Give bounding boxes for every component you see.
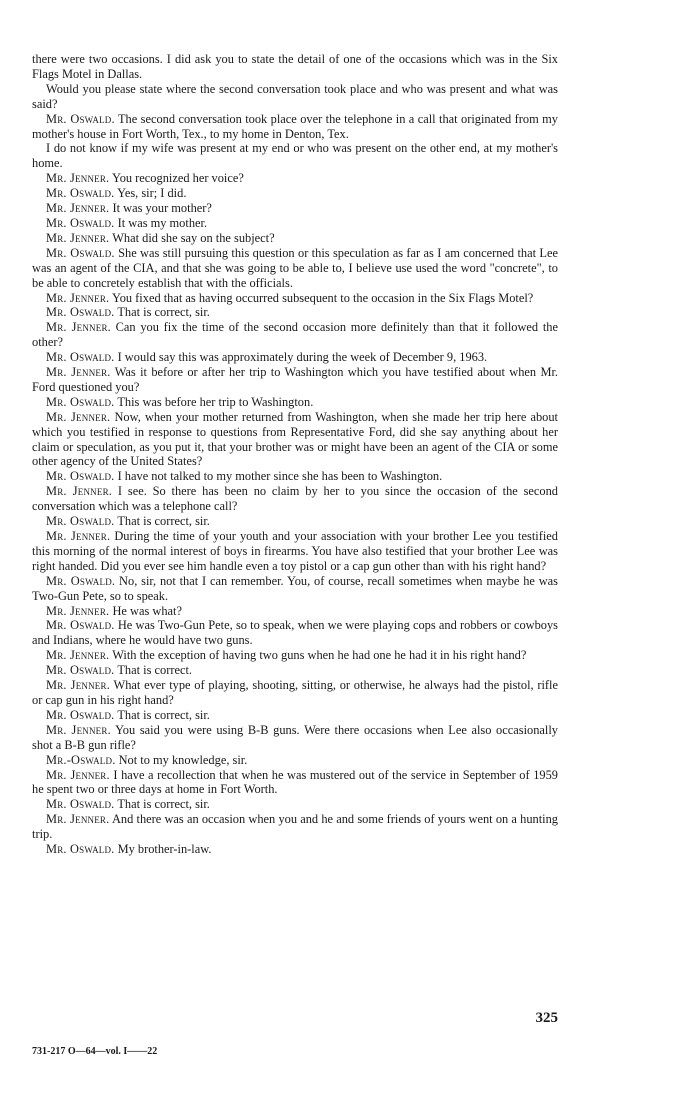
speaker-label: Mr. Oswald. (46, 469, 115, 484)
paragraph (32, 618, 558, 648)
paragraph (32, 231, 558, 246)
paragraph-text: That is correct, sir. (117, 514, 210, 529)
paragraph (32, 574, 558, 604)
speaker-label: Mr.-Oswald. (46, 752, 116, 767)
paragraph-text: You recognized her voice? (111, 171, 244, 186)
speaker-label: Mr. Oswald. (46, 618, 115, 633)
speaker-label: Mr. Jenner. (46, 230, 110, 245)
paragraph (32, 648, 558, 663)
speaker-label: Mr. Jenner. (46, 365, 111, 380)
paragraph (32, 753, 558, 768)
print-code: 731-217 O—64—vol. I——22 (32, 1046, 158, 1057)
paragraph (32, 663, 558, 678)
paragraph (32, 365, 558, 395)
speaker-label: Mr. Oswald. (46, 573, 116, 588)
speaker-label: Mr. Oswald. (46, 707, 115, 722)
paragraph (32, 514, 558, 529)
speaker-label: Mr. Oswald. (46, 350, 115, 365)
paragraph-text: And there was an occasion when you and he and some friends of yours went on a hunting trip. (32, 812, 558, 842)
paragraph (32, 842, 558, 857)
paragraph (32, 812, 558, 842)
paragraph-text: I have a recollection that when he was mustered out of the service in September of 1959 he spent two or three days at home in Fort Worth. (32, 767, 558, 797)
speaker-label: Mr. Oswald. (46, 842, 115, 857)
paragraph-text: He was what? (112, 603, 182, 618)
paragraph (32, 112, 558, 142)
paragraph (32, 797, 558, 812)
paragraph (32, 484, 558, 514)
paragraph (32, 708, 558, 723)
paragraph-text: You said you were using B-B guns. Were there occasions when Lee also occasionally shot a B-B gun rifle? (32, 722, 558, 752)
paragraph (32, 171, 558, 186)
paragraph (32, 604, 558, 619)
paragraph (32, 141, 558, 171)
paragraph (32, 410, 558, 470)
paragraph-text: That is correct, sir. (117, 707, 210, 722)
paragraph (32, 768, 558, 798)
paragraph-text: I would say this was approximately during the week of December 9, 1963. (117, 350, 488, 365)
paragraph (32, 305, 558, 320)
speaker-label: Mr. Jenner. (46, 767, 110, 782)
paragraph (32, 82, 558, 112)
paragraph-text: No, sir, not that I can remember. You, of course, recall sometimes when maybe he was Two-Gun Pete, so to speak. (32, 573, 558, 603)
paragraph-text: Can you fix the time of the second occasion more definitely than that it followed the other? (32, 320, 558, 350)
paragraph-text: That is correct, sir. (117, 797, 210, 812)
paragraph (32, 529, 558, 574)
paragraph-text: Would you please state where the second conversation took place and who was present and what was said? (32, 81, 558, 111)
paragraph-text: Was it before or after her trip to Washington which you have testified about when Mr. Ford questioned you? (32, 365, 559, 394)
paragraph-text: She was still pursuing this question or this speculation as far as I am concerned that Lee was an agent of the CIA, and that she was going to be able to, I believe use used the word "concrete", to be able to concretely establish that with the officials. (32, 245, 558, 290)
paragraph-text: I see. So there has been no claim by her to you since the occasion of the second conversation which was a telephone call? (32, 484, 558, 514)
speaker-label: Mr. Oswald. (46, 111, 115, 126)
speaker-label: Mr. Jenner. (46, 648, 110, 663)
page-number: 325 (535, 1010, 558, 1026)
paragraph-text: I have not talked to my mother since she has been to Washington. (117, 469, 443, 484)
paragraph (32, 350, 558, 365)
paragraph (32, 678, 558, 708)
paragraph-text: It was your mother? (112, 201, 212, 216)
paragraph (32, 723, 558, 753)
paragraph-text: there were two occasions. I did ask you to state the detail of one of the occasions which was in the Six Flags Motel in Dallas. (32, 52, 558, 81)
speaker-label: Mr. Oswald. (46, 514, 115, 529)
speaker-label: Mr. Jenner. (46, 722, 111, 737)
speaker-label: Mr. Jenner. (46, 320, 111, 335)
paragraph-text: Yes, sir; I did. (117, 186, 187, 201)
speaker-label: Mr. Oswald. (46, 186, 115, 201)
paragraph-text: That is correct. (117, 663, 192, 678)
speaker-label: Mr. Jenner. (46, 812, 110, 827)
speaker-label: Mr. Jenner. (46, 484, 113, 499)
paragraph (32, 52, 558, 82)
paragraph-text: It was my mother. (117, 215, 208, 230)
speaker-label: Mr. Jenner. (46, 678, 110, 693)
speaker-label: Mr. Oswald. (46, 245, 115, 260)
speaker-label: Mr. Oswald. (46, 797, 115, 812)
speaker-label: Mr. Jenner. (46, 171, 110, 186)
paragraph-text: That is correct, sir. (117, 305, 210, 320)
paragraph (32, 395, 558, 410)
paragraph-text: During the time of your youth and your association with your brother Lee you testified this morning of the normal interest of boys in firearms. You have also testified that your brother Lee was right handed. Did you ever see him handle even a toy pistol or a cap gun other than with his right hand? (32, 529, 558, 573)
paragraph (32, 186, 558, 201)
speaker-label: Mr. Jenner. (46, 409, 111, 424)
paragraph-text: Not to my knowledge, sir. (118, 752, 248, 767)
speaker-label: Mr. Jenner. (46, 290, 110, 305)
paragraph-text: What ever type of playing, shooting, sitting, or otherwise, he always had the pistol, rifle or cap gun in his right hand? (32, 678, 558, 707)
paragraph (32, 291, 558, 306)
paragraph-text: This was before her trip to Washington. (117, 394, 314, 409)
speaker-label: Mr. Oswald. (46, 394, 115, 409)
speaker-label: Mr. Jenner. (46, 201, 110, 216)
paragraph-text: I do not know if my wife was present at my end or who was present on the other end, at my mother's home. (32, 141, 558, 171)
speaker-label: Mr. Oswald. (46, 305, 115, 320)
paragraph (32, 201, 558, 216)
paragraph (32, 216, 558, 231)
paragraph-text: My brother-in-law. (117, 842, 212, 857)
speaker-label: Mr. Oswald. (46, 215, 115, 230)
paragraph-text: With the exception of having two guns when he had one he had it in his right hand? (112, 648, 527, 663)
paragraph (32, 320, 558, 350)
paragraph-text: The second conversation took place over the telephone in a call that originated from my mother's house in Fort Worth, Tex., to my home in Denton, Tex. (32, 111, 558, 141)
paragraph-text: You fixed that as having occurred subsequent to the occasion in the Six Flags Motel? (111, 290, 534, 305)
paragraph (32, 246, 558, 291)
speaker-label: Mr. Jenner. (46, 529, 111, 543)
testimony-text (32, 52, 558, 857)
speaker-label: Mr. Oswald. (46, 663, 115, 678)
speaker-label: Mr. Jenner. (46, 603, 110, 618)
paragraph-text: What did she say on the subject? (112, 230, 275, 245)
paragraph-text: He was Two-Gun Pete, so to speak, when we were playing cops and robbers or cowboys and Indians, where he would have two guns. (32, 618, 558, 648)
paragraph (32, 469, 558, 484)
paragraph-text: Now, when your mother returned from Washington, when she made her trip here about which you testified in response to questions from Representative Ford, did she say anything about her claim or speculation, as you put it, that your brother was or might have been an agent of the CIA or some other agency of the United States? (32, 409, 558, 469)
